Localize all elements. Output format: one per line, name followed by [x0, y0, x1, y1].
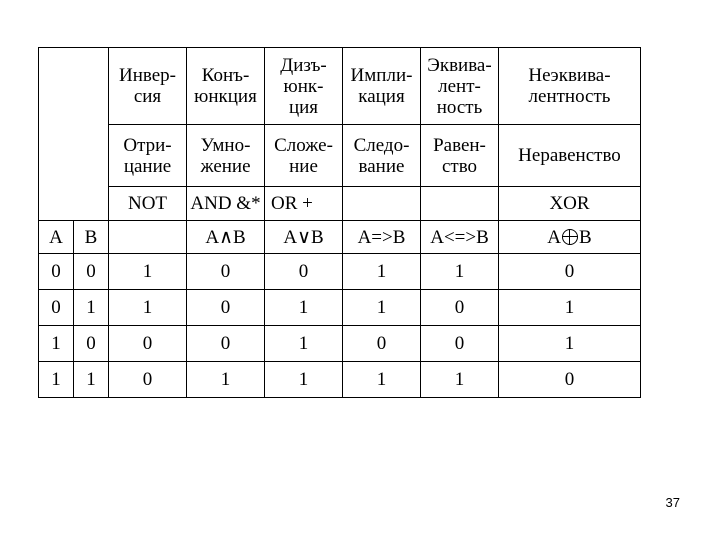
header-row-alt-names [39, 125, 641, 187]
cell-eq: 0 [421, 290, 499, 326]
cell-a: 0 [39, 254, 74, 290]
cell-b: 1 [74, 362, 109, 398]
cell-or: 0 [265, 254, 343, 290]
corner-cell [39, 48, 109, 125]
cell-xor: 0 [499, 254, 641, 290]
cell-eq: 0 [421, 326, 499, 362]
op-name-inversion: Инвер- сия [109, 48, 187, 125]
cell-eq: 1 [421, 362, 499, 398]
xor-circle-plus-icon [561, 228, 579, 246]
op-alt-conjunction: Умно- жение [187, 125, 265, 187]
table-row [39, 254, 641, 290]
op-alt-inversion: Отри- цание [109, 125, 187, 187]
cell-not: 1 [109, 290, 187, 326]
op-alt-nonequivalence: Неравенство [499, 125, 641, 187]
op-alt-equivalence: Равен- ство [421, 125, 499, 187]
cell-b: 1 [74, 290, 109, 326]
expr-equivalence: А<=>В [421, 221, 499, 254]
cell-or: 1 [265, 326, 343, 362]
cell-and: 1 [187, 362, 265, 398]
cell-xor: 1 [499, 326, 641, 362]
op-eng-disjunction: OR + [265, 187, 343, 221]
op-eng-implication [343, 187, 421, 221]
op-eng-nonequivalence: XOR [499, 187, 641, 221]
cell-b: 0 [74, 326, 109, 362]
cell-and: 0 [187, 326, 265, 362]
cell-or: 1 [265, 290, 343, 326]
op-name-nonequivalence: Неэквива- лентность [499, 48, 641, 125]
expr-xor-a: А [547, 226, 562, 248]
cell-not: 0 [109, 362, 187, 398]
cell-imp: 1 [343, 290, 421, 326]
table-row [39, 326, 641, 362]
cell-a: 1 [39, 326, 74, 362]
cell-b: 0 [74, 254, 109, 290]
cell-xor: 1 [499, 290, 641, 326]
corner-cell-2 [39, 125, 109, 187]
op-alt-disjunction: Сложе- ние [265, 125, 343, 187]
cell-imp: 1 [343, 254, 421, 290]
header-row-names [39, 48, 641, 125]
op-eng-inversion: NOT [109, 187, 187, 221]
expr-xor-b: В [579, 226, 592, 248]
cell-imp: 1 [343, 362, 421, 398]
page-number: 37 [665, 495, 680, 510]
cell-a: 1 [39, 362, 74, 398]
expr-xor [499, 221, 641, 254]
expr-inversion [109, 221, 187, 254]
op-name-conjunction: Конъ- юнкция [187, 48, 265, 125]
op-eng-equivalence [421, 187, 499, 221]
header-row-expressions [39, 221, 641, 254]
truth-table [38, 47, 641, 398]
table-row [39, 290, 641, 326]
cell-or: 1 [265, 362, 343, 398]
header-row-english [39, 187, 641, 221]
cell-a: 0 [39, 290, 74, 326]
expr-disjunction: А∨В [265, 221, 343, 254]
cell-and: 0 [187, 254, 265, 290]
cell-xor: 0 [499, 362, 641, 398]
op-name-equivalence: Эквива- лент- ность [421, 48, 499, 125]
table-row [39, 362, 641, 398]
var-b-header: В [74, 221, 109, 254]
cell-not: 0 [109, 326, 187, 362]
expr-implication: А=>В [343, 221, 421, 254]
op-name-disjunction: Дизъ- юнк- ция [265, 48, 343, 125]
op-eng-conjunction: AND &* [187, 187, 265, 221]
cell-imp: 0 [343, 326, 421, 362]
op-name-implication: Импли- кация [343, 48, 421, 125]
cell-and: 0 [187, 290, 265, 326]
op-alt-implication: Следо- вание [343, 125, 421, 187]
cell-not: 1 [109, 254, 187, 290]
expr-conjunction: А∧В [187, 221, 265, 254]
var-a-header: А [39, 221, 74, 254]
cell-eq: 1 [421, 254, 499, 290]
corner-cell-3 [39, 187, 109, 221]
